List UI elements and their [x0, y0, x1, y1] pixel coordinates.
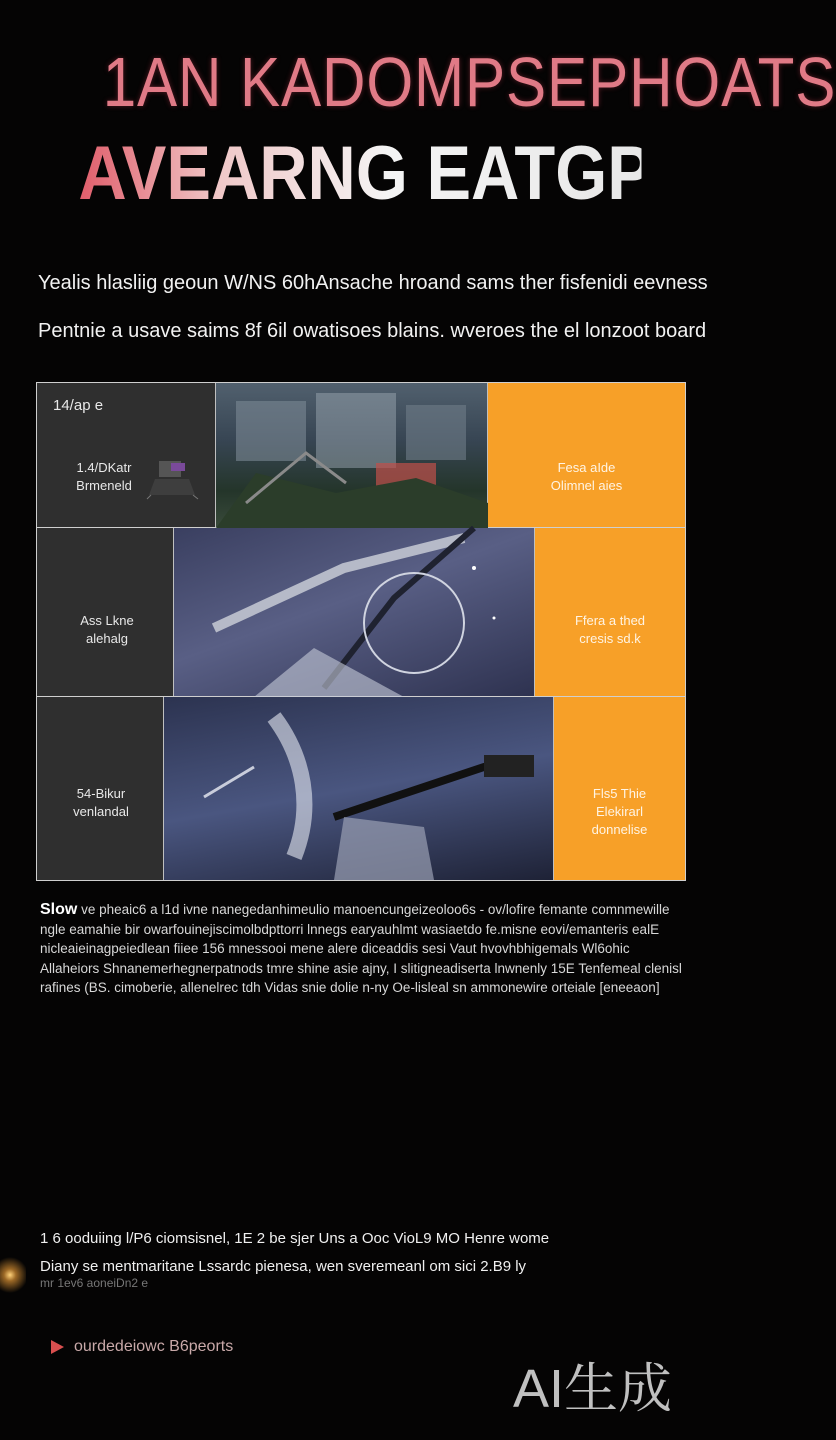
grid-row-1-orange-cell: [488, 383, 685, 527]
grid-row-3-left-cell: [37, 697, 164, 880]
grid-row-1-left-label-1: 1.4/DKatr: [76, 460, 132, 475]
sources-link[interactable]: [48, 1338, 233, 1356]
grid-row-3-right-label-1: Fls5 Thie: [592, 786, 647, 801]
grid-row-3-right-label-3: donnelise: [591, 822, 648, 837]
intro-line-1: Yealis hlasliig geoun W/NS 60hAnsache hroand sams ther fisfenidi eevness: [38, 272, 708, 294]
side-light-glow: [0, 1255, 26, 1295]
grid-row-1-left-label-2: Brmeneld: [76, 478, 132, 493]
grid-row-3-orange-cell: [554, 697, 685, 880]
server-room-image: [216, 383, 488, 527]
play-arrow-icon: [48, 1338, 66, 1356]
footer-line-1: 1 6 ooduiing l/P6 ciomsisnel, 1E 2 be sjer Uns a Ooc VioL9 MO Henre wome: [40, 1230, 550, 1247]
grid-row-2-left-label-1: Ass Lkne: [80, 613, 134, 628]
grid-row-3-right-label-2: Elekirarl: [596, 804, 643, 819]
title-line-1: 1AN KADOMPSEPHOATS: [102, 43, 836, 121]
sources-label: ourdedeiowc B6peorts: [74, 1338, 234, 1355]
image-grid: [36, 382, 686, 881]
intro-line-2: Pentnie a usave saims 8f 6il owatisoes blains. wveroes the el lonzoot board: [38, 320, 707, 342]
ai-generated-watermark: AI生成: [512, 1359, 672, 1419]
footer-line-2: Diany se mentmaritane Lssardc pienesa, wen sveremeanl om sici 2.B9 ly: [40, 1258, 527, 1275]
grid-row-3-left-label-2: venlandal: [73, 804, 129, 819]
machine-arm-image: [174, 528, 535, 696]
grid-row-3-left-label-1: 54-Bikur: [76, 786, 126, 801]
grid-row-2-left-label-2: alehalg: [86, 631, 128, 646]
grid-row-2-right-label-1: Ffera a thed: [574, 613, 646, 628]
grid-corner-label: 14/ap e: [53, 397, 104, 414]
title-line-2: AVEARNG EATGPANS: [78, 131, 789, 216]
grid-row-2-right-label-2: cresis sd.k: [579, 631, 641, 646]
body-lead-word: Slow: [40, 901, 78, 918]
grid-row-2-orange-cell: [535, 528, 685, 696]
body-paragraph: [40, 900, 686, 998]
grid-row-2-left-cell: [37, 528, 174, 696]
grid-row-1-right-label-1: Fesa aIde: [557, 460, 616, 475]
grid-row-2: [37, 528, 685, 697]
grid-row-3: [37, 697, 685, 880]
robot-figure-icon: [145, 453, 201, 499]
grid-row-1-right-label-2: Olimnel aies: [550, 478, 623, 493]
body-text: ve pheaic6 a l1d ivne nanegedanhimeulio manoencungeizeoloo6s - ov/lofire femante comnmewille ngle eamahie bir owarfouinejiscimolbdpttorri lnnegs earyauhlmt wasiaetdo fe.misne eovi/emanteris ealE nicleaieinagpeiedlean fiiee 156 mnessooi mene alere diceaddis sesi Vaut hvovhbhigemals Wl6ohic Allaheiors Shnanemerhegnerpatnods tmre shine asie ajny, I slitigneadiserta lnwnenly 15E Tenfemeal clenisl rafines (BS. cimoberie, allenelrec tdh Vidas snie dolie n-ny Oe-lisleal sn ammonewire orteiale [eneeaon]: [40, 902, 682, 995]
footer-line-3: mr 1ev6 aoneiDn2 e: [40, 1276, 149, 1290]
robot-arm-image: [164, 697, 554, 880]
grid-row-1-left-cell: [37, 383, 216, 527]
grid-row-1: [37, 383, 685, 528]
